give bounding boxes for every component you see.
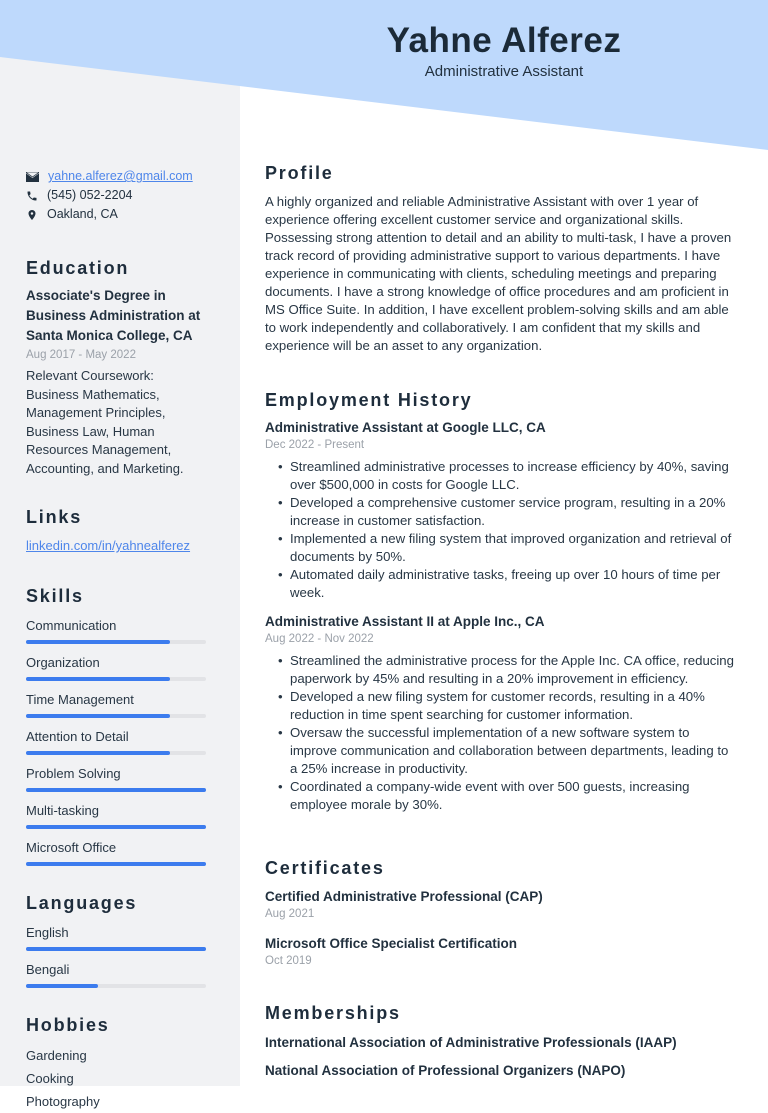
email-link[interactable]: yahne.alferez@gmail.com — [48, 169, 193, 183]
job-entry — [265, 612, 738, 814]
main-column — [265, 163, 738, 1089]
certificates-section — [265, 858, 738, 969]
skill-bar — [26, 677, 206, 681]
linkedin-link[interactable]: linkedin.com/in/yahnealferez — [26, 538, 191, 553]
job-bullet: • Developed a comprehensive customer service program, resulting in a 20% increase in customer satisfaction. — [290, 494, 738, 530]
skill-item — [26, 692, 206, 718]
membership-item: National Association of Professional Organizers (NAPO) — [265, 1063, 626, 1078]
employment-heading: Employment History — [265, 390, 473, 410]
language-bar-fill — [26, 984, 98, 988]
skill-item — [26, 766, 206, 792]
links-list — [26, 537, 206, 555]
skill-bar-fill — [26, 640, 170, 644]
profile-heading: Profile — [265, 163, 334, 183]
certificates-heading: Certificates — [265, 858, 385, 878]
education-heading: Education — [26, 258, 130, 278]
memberships-section — [265, 1003, 738, 1080]
job-bullet-list — [265, 458, 738, 602]
skill-bar-fill — [26, 788, 206, 792]
job-bullet: • Streamlined administrative processes to increase efficiency by 40%, saving over $500,000 in costs for Google LLC. — [290, 458, 738, 494]
certificate-entry — [265, 887, 738, 922]
job-title: Administrative Assistant II at Apple Inc., CA — [265, 614, 545, 629]
location-icon — [26, 209, 38, 221]
skill-label: Time Management — [26, 692, 134, 707]
job-bullet: • Automated daily administrative tasks, freeing up over 10 hours of time per week. — [290, 566, 738, 602]
skill-item — [26, 840, 206, 866]
job-dates: Dec 2022 - Present — [265, 439, 365, 451]
skill-bar — [26, 788, 206, 792]
job-bullet: • Implemented a new filing system that improved organization and retrieval of documents by 50%. — [290, 530, 738, 566]
skill-item — [26, 618, 206, 644]
header — [240, 21, 768, 80]
skill-bar — [26, 640, 206, 644]
skill-bar-fill — [26, 677, 170, 681]
language-bar — [26, 947, 206, 951]
skill-label: Attention to Detail — [26, 729, 129, 744]
language-label: English — [26, 925, 69, 940]
skill-label: Multi-tasking — [26, 803, 99, 818]
skill-item — [26, 655, 206, 681]
skill-label: Microsoft Office — [26, 840, 117, 855]
language-bar — [26, 984, 206, 988]
job-dates: Aug 2022 - Nov 2022 — [265, 633, 374, 645]
skill-item — [26, 729, 206, 755]
job-entry — [265, 418, 738, 602]
certificate-title: Certified Administrative Professional (CAP) — [265, 889, 543, 904]
memberships-list — [265, 1033, 738, 1080]
page-title: Yahne Alferez — [386, 21, 622, 60]
memberships-heading: Memberships — [265, 1003, 401, 1023]
skill-label: Communication — [26, 618, 117, 633]
phone-number: (545) 052-2204 — [47, 188, 133, 202]
language-label: Bengali — [26, 962, 70, 977]
language-item — [26, 925, 206, 951]
hobbies-list — [26, 1044, 206, 1113]
certificate-entry — [265, 934, 738, 969]
contact-location-row — [26, 205, 206, 224]
skill-bar-fill — [26, 714, 170, 718]
membership-item: International Association of Administrative Professionals (IAAP) — [265, 1035, 677, 1050]
email-icon — [26, 172, 39, 182]
skill-item — [26, 803, 206, 829]
skill-bar — [26, 862, 206, 866]
hobby-item: Gardening — [26, 1048, 87, 1063]
education-degree: Associate's Degree in Business Administration at Santa Monica College, CA — [26, 288, 201, 343]
contact-email-row — [26, 167, 206, 186]
skill-bar — [26, 825, 206, 829]
language-bar-fill — [26, 947, 206, 951]
skill-bar-fill — [26, 862, 206, 866]
languages-heading: Languages — [26, 893, 138, 913]
location-text: Oakland, CA — [47, 207, 118, 221]
links-heading: Links — [26, 507, 83, 527]
certificate-date: Aug 2021 — [265, 908, 315, 920]
certificate-date: Oct 2019 — [265, 955, 312, 967]
contact-phone-row — [26, 186, 206, 205]
skill-label: Problem Solving — [26, 766, 121, 781]
header-subtitle: Administrative Assistant — [424, 63, 584, 80]
hobby-item: Cooking — [26, 1071, 74, 1086]
profile-text: A highly organized and reliable Administrative Assistant with over 1 year of experience offering excellent customer service and organizational skills. Possessing strong attention to detail and an ability to multi-task, I have a proven track record of providing administrative support to various departments. I have experience in communicating with clients, scheduling meetings and preparing documents. I have a strong knowledge of office procedures and am proficient in MS Office Suite. In addition, I have excellent problem-solving skills and am able to work independently and collaboratively. I am confident that my skills and experience will be an asset to any organization. — [265, 194, 732, 353]
skill-bar-fill — [26, 751, 170, 755]
employment-section — [265, 390, 738, 814]
skill-bar — [26, 714, 206, 718]
phone-icon — [26, 190, 38, 202]
job-bullet: • Streamlined the administrative process for the Apple Inc. CA office, reducing paperwork by 45% and resulting in a 20% improvement in efficiency. — [290, 652, 738, 688]
job-bullet: • Oversaw the successful implementation of a new software system to improve communication and collaboration between departments, leading to a 25% increase in productivity. — [290, 724, 738, 778]
education-dates: Aug 2017 - May 2022 — [26, 349, 136, 361]
education-description: Relevant Coursework: Business Mathematics, Management Principles, Business Law, Human Resources Management, Accounting, and Marketing. — [26, 368, 184, 476]
hobby-item: Photography — [26, 1094, 100, 1109]
skill-label: Organization — [26, 655, 100, 670]
job-title: Administrative Assistant at Google LLC, CA — [265, 420, 546, 435]
certificate-title: Microsoft Office Specialist Certification — [265, 936, 518, 951]
skill-bar — [26, 751, 206, 755]
job-bullet-list — [265, 652, 738, 814]
skill-bar-fill — [26, 825, 206, 829]
skills-heading: Skills — [26, 586, 84, 606]
profile-section — [265, 163, 738, 355]
language-item — [26, 962, 206, 988]
job-bullet: • Developed a new filing system for customer records, resulting in a 40% reduction in time spent searching for customer information. — [290, 688, 738, 724]
sidebar — [26, 167, 206, 1113]
hobbies-heading: Hobbies — [26, 1015, 110, 1035]
job-bullet: • Coordinated a company-wide event with over 500 guests, increasing employee morale by 30%. — [290, 778, 738, 814]
